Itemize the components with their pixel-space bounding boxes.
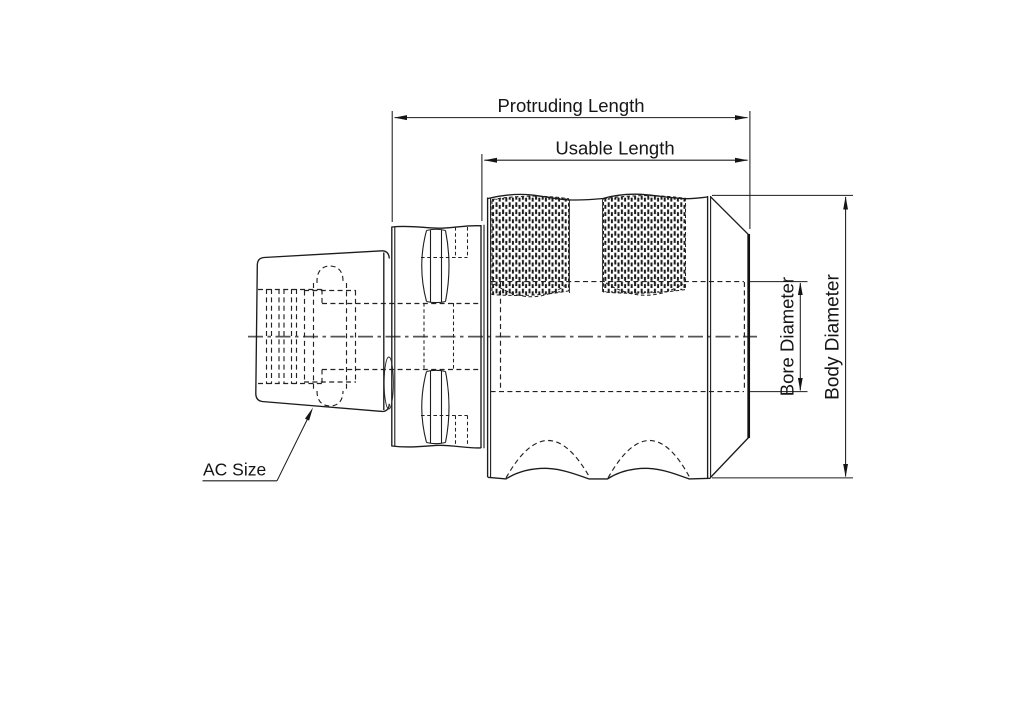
dimension-bore-diameter [750,277,808,396]
shank-outline [256,251,389,412]
arrowhead-up [843,196,848,209]
arrowhead-down [798,378,803,391]
taper-shank [256,251,480,412]
bore-diameter-label: Bore Diameter [776,276,798,397]
usable-length-label: Usable Length [555,137,675,159]
knurl-patch-right [604,196,686,294]
arrowhead-right [735,115,748,120]
knurl-groove-edges [570,199,603,293]
arrowhead-right [735,158,748,163]
groove-lens-bottom [422,370,449,443]
arrowhead-left [394,115,407,120]
arrowhead-down [843,464,848,477]
body-hidden-lines [491,282,745,478]
body-diameter-label: Body Diameter [822,274,844,400]
callout-ac-size [203,408,314,481]
dimension-protruding-length [392,95,750,229]
protruding-length-label: Protruding Length [497,95,645,116]
arrowhead-up [798,282,803,295]
arrowhead-left [484,158,497,163]
leader-arrowhead [305,408,313,421]
knurl-patch-left [492,196,569,295]
groove-lens-top [422,229,449,302]
ac-size-label: AC Size [203,459,267,480]
leader-line [277,419,308,481]
